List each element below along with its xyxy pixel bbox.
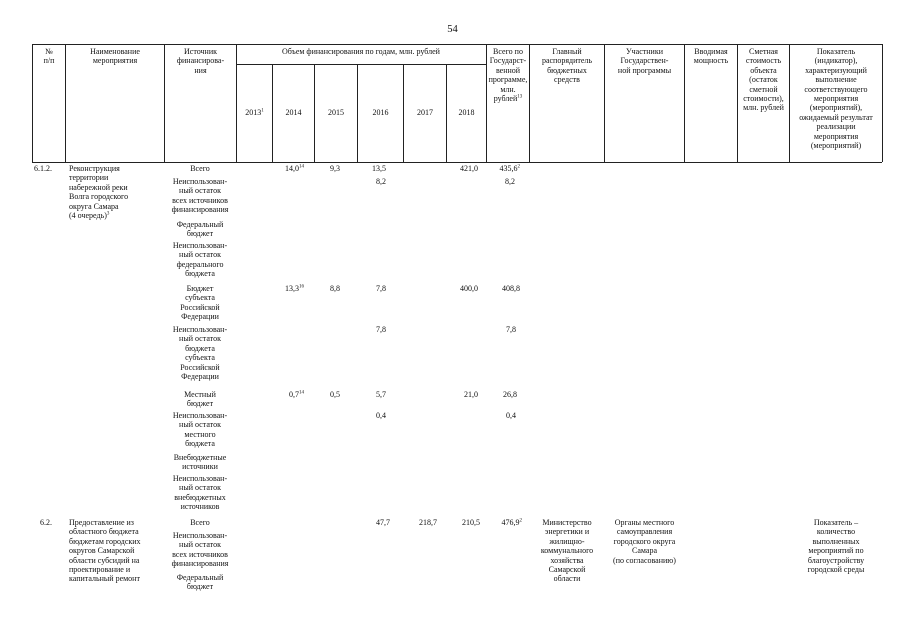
row-612-source-federal-unused: Неиспользован- ный остаток федерального бюджета [172,241,228,279]
row-612-regional-sum: 408,8 [502,284,520,293]
row-612-regional-2015: 8,8 [330,284,340,293]
col-divider [882,44,883,162]
row-62-num: 6.2. [40,518,52,527]
row-612-regional-unused-2016: 7,8 [376,325,386,334]
row-62-total-2018: 210,5 [462,518,480,527]
row-612-unused-sum: 8,2 [505,177,515,186]
row-612-source-local: Местный бюджет [184,390,216,409]
header-year-2013: 2013$^1$ [245,108,264,117]
row-62-manager: Министерство энергетики и жилищно- коммунального хозяйства Самарской области [540,518,594,584]
header-col-participants: Участники Государствен- ной программы [617,47,672,75]
row-62-total-2017: 218,7 [419,518,437,527]
row-612-local-2015: 0,5 [330,390,340,399]
row-612-total-2014: 14,0$^{14}$ [285,164,304,173]
header-funding-group: Объем финансирования по годам, млн. рублей [282,47,440,56]
row-612-local-2018: 21,0 [464,390,478,399]
row-62-source-total: Всего [190,518,210,527]
header-col-capacity: Вводимая мощность [693,47,729,66]
header-col-name: Наименование мероприятия [90,47,140,66]
row-62-total-2016: 47,7 [376,518,390,527]
header-year-2016: 2016 [372,108,389,117]
header-col-manager: Главный распорядитель бюджетных средств [541,47,593,85]
header-col-estimate: Сметная стоимость объекта (остаток сметной стоимости), млн. рублей [743,47,784,113]
row-612-source-local-unused: Неиспользован- ный остаток местного бюджета [172,411,228,449]
row-62-name: Предоставление из областного бюджета бюджетам городских округов Самарской области субсидий на проектирование и капитальный ремонт [69,518,141,584]
header-col-source: Источник финансирова- ния [176,47,225,75]
page-number: 54 [447,24,458,35]
row-612-regional-unused-sum: 7,8 [506,325,516,334]
row-62-source-federal: Федеральный бюджет [176,573,224,592]
row-612-local-2014: $0,7^{14}$ [289,390,304,399]
row-612-total-sum: 435,6$^2$ [499,164,520,173]
row-612-regional-2014: 13,3$^{16}$ [285,284,304,293]
row-612-regional-2016: 7,8 [376,284,386,293]
header-year-2014: 2014 [285,108,302,117]
header-year-2015: 2015 [328,108,344,117]
row-612-source-regional: Бюджет субъекта Российской Федерации [180,284,220,322]
header-bottom-border [32,162,882,163]
row-612-local-unused-sum: 0,4 [506,411,516,420]
row-612-total-2016: 13,5 [372,164,386,173]
row-612-unused-2016: 8,2 [376,177,386,186]
row-612-local-sum: 26,8 [503,390,517,399]
header-col-num: № п/п [43,47,55,66]
header-col-indicator: Показатель (индикатор), характеризующий выполнение соответствующего мероприятия (мероприятий), ожидаемый результат реализации мероприятия (мероприятий) [799,47,873,151]
row-612-source-extrabudget: Внебюджетные источники [173,453,227,472]
header-year-2018: 2018 [458,108,475,117]
row-612-num: 6.1.2. [34,164,52,173]
row-612-local-unused-2016: 0,4 [376,411,386,420]
row-62-indicator: Показатель – количество выполненных мероприятий по благоустройству городской среды [807,518,865,575]
col-divider [236,44,237,162]
row-612-local-2016: 5,7 [376,390,386,399]
row-612-total-2018: 421,0 [460,164,478,173]
table-top-border [32,44,882,45]
funding-subheader-line [236,64,486,65]
row-612-source-unused-all: Неиспользован- ный остаток всех источников финансирования [171,177,229,215]
header-col-total: Всего по Государст- венной программе, млн. рублей$^{13}$ [488,47,528,104]
row-612-source-extrabudget-unused: Неиспользован- ный остаток внебюджетных источников [172,474,228,512]
row-62-participants: Органы местного самоуправления городского округа Самара (по согласованию) [613,518,676,565]
row-612-source-regional-unused: Неиспользован- ный остаток бюджета субъекта Российской Федерации [172,325,228,382]
row-612-total-2015: 9,3 [330,164,340,173]
row-612-source-federal: Федеральный бюджет [176,220,224,239]
row-612-name: Реконструкция территории набережной реки Волга городского округа Самара (4 очередь)$^3$ [69,164,129,221]
row-62-total-sum: 476,9$^2$ [501,518,522,527]
row-612-regional-2018: 400,0 [460,284,478,293]
header-year-2017: 2017 [417,108,433,117]
row-612-source-total: Всего [190,164,210,173]
row-62-source-unused-all: Неиспользован- ный остаток всех источников финансирования [171,531,229,569]
